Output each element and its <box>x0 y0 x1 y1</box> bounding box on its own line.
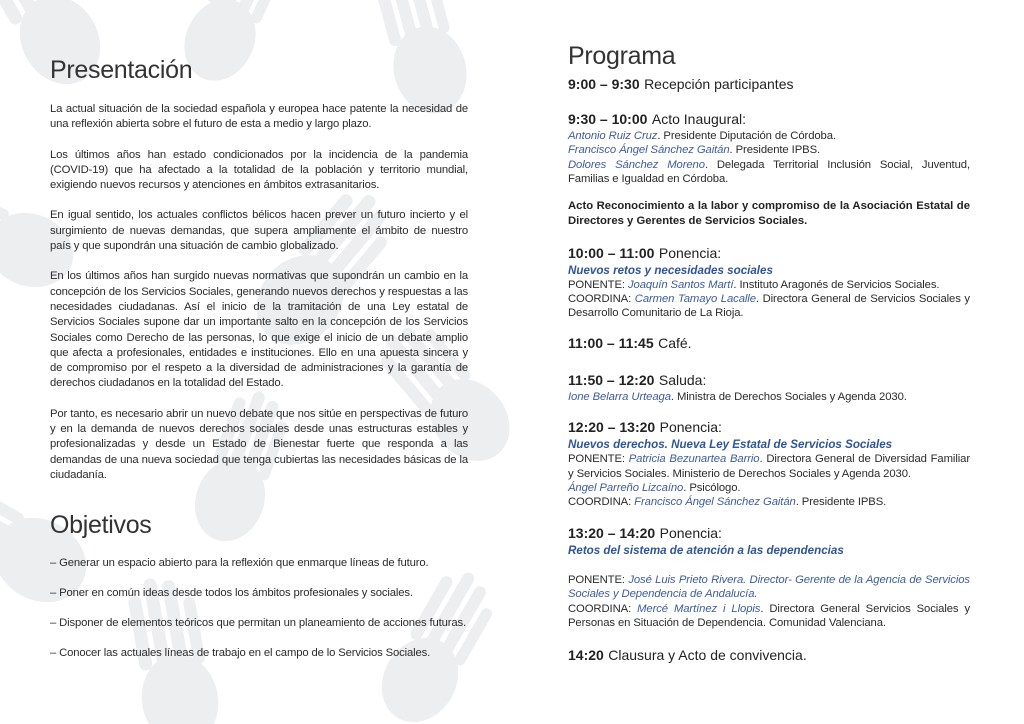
slot-time: 14:20 <box>568 646 604 663</box>
slot-time: 11:50 – 12:20 <box>568 371 655 388</box>
slot-ponencia-2 <box>568 418 970 437</box>
ponente-label: PONENTE: <box>568 278 628 291</box>
speaker-name: Antonio Ruiz Cruz <box>568 130 658 142</box>
speaker-line <box>568 481 970 495</box>
presentacion-paragraph-2: Los últimos años han estado condicionados por la incidencia de la pandemia (COVID-19) que ha afectado a la totalidad de la población y territorio mundial, exigiendo nuevos recursos y atenciones en ámbitos extrasanitarios. <box>50 148 468 192</box>
slot-saluda <box>568 371 970 390</box>
speaker-name: Ángel Parreño Lizcaíno <box>568 482 684 495</box>
speaker-line <box>568 390 970 404</box>
objetivos-title: Objetivos <box>50 511 152 540</box>
ponente-line <box>568 452 970 481</box>
slot-time: 9:00 – 9:30 <box>568 76 640 92</box>
speaker-role: . Directora General Servicios Sociales y Personas en Situación de Dependencia. Comunidad Valenciana. <box>568 602 970 630</box>
speaker-line <box>568 129 970 143</box>
ponencia-topic: Nuevos derechos. Nueva Ley Estatal de Servicios Sociales <box>568 438 893 452</box>
ponente-line <box>568 278 970 292</box>
presentacion-paragraph-3: En igual sentido, los actuales conflictos bélicos hacen prever un futuro incierto y el surgimiento de nuevas demandas, que supera ampliamente el ámbito de nuestro país y que supondrán una situación de cambio globalizado. <box>50 209 468 253</box>
slot-type: Saluda: <box>658 371 707 388</box>
ponente-line <box>568 573 970 602</box>
presentacion-paragraph-4: En los últimos años han surgido nuevas normativas que supondrán un cambio en la concepción de los Servicios Sociales, generando nuevos derechos y respuestas a las necesidades ciudadanas. Así el inicio de la tramitación de una Ley estatal de Servicios Sociales supone dar un importante salto en la concepción de los Servicios Sociales como Derecho de las personas, lo que exige el inicio de un debate amplio que afecta a profesionales, entidades e instituciones. Ello en una apuesta sincera y de compromiso por el respeto a la diversidad de administraciones y la garantía de derechos ciudadanos en la totalidad del Estado. <box>50 270 468 390</box>
slot-ponencia-1 <box>568 244 970 263</box>
presentacion-paragraph-1: La actual situación de la sociedad española y europea hace patente la necesidad de una reflexión abierta sobre el futuro de esta a medio y largo plazo. <box>50 103 468 131</box>
coordina-line <box>568 495 970 509</box>
objetivo-item: – Generar un espacio abierto para la reflexión que enmarque líneas de futuro. <box>50 557 429 570</box>
speaker-name: Mercé Martínez i Llopis <box>637 602 761 615</box>
coordina-label: COORDINA: <box>568 602 638 615</box>
ponencia-topic: Nuevos retos y necesidades sociales <box>568 263 773 277</box>
speaker-line <box>568 143 970 157</box>
speaker-name: Francisco Ángel Sánchez Gaitán <box>568 144 730 157</box>
slot-type: Ponencia: <box>659 419 722 436</box>
speaker-name: José Luis Prieto Rivera. Director- Gerente de la Agencia de Servicios Sociales y Dependencia de Andalucía. <box>568 573 970 601</box>
slot-clausura <box>568 646 970 665</box>
speaker-name: Francisco Ángel Sánchez Gaitán <box>634 496 796 509</box>
coordina-label: COORDINA: <box>568 293 635 306</box>
slot-time: 9:30 – 10:00 <box>568 111 648 127</box>
speaker-role: . Ministra de Derechos Sociales y Agenda 2030. <box>670 390 907 403</box>
objetivo-item: – Disponer de elementos teóricos que permitan un planeamiento de acciones futuras. <box>50 617 466 630</box>
slot-time: 11:00 – 11:45 <box>568 334 654 351</box>
slot-type: Café. <box>658 334 692 351</box>
ponencia-topic: Retos del sistema de atención a las dependencias <box>568 543 844 557</box>
programa-title: Programa <box>568 42 676 70</box>
slot-recepcion <box>568 75 970 94</box>
speaker-role: . Delegada Territorial Inclusión Social, Juventud, Familias e Igualdad en Córdoba. <box>568 158 970 186</box>
right-page <box>568 40 970 665</box>
speaker-role: . Psicólogo. <box>683 482 741 495</box>
presentacion-paragraph-5: Por tanto, es necesario abrir un nuevo debate que nos sitúe en perspectivas de futuro y en la demanda de nuevos derechos sociales desde unas estructuras estables y profesionalizadas y desde un Estado de Bienestar fuerte que responda a las demandas de una nueva sociedad que tenga cubiertas las necesidades básicas de la ciudadanía. <box>50 407 468 481</box>
slot-time: 10:00 – 11:00 <box>568 244 655 261</box>
slot-type: Ponencia: <box>659 524 722 541</box>
speaker-name: Patricia Bezunartea Barrio <box>628 453 760 466</box>
slot-type: Acto Inaugural: <box>651 111 747 127</box>
coordina-line <box>568 602 970 631</box>
speaker-name: Dolores Sánchez Moreno <box>568 158 705 171</box>
coordina-line <box>568 292 970 321</box>
speaker-role: . Directora General de Servicios Sociales y Desarrollo Comunitario de La Rioja. <box>568 293 970 320</box>
slot-type: Recepción participantes <box>644 76 794 92</box>
speaker-line <box>568 158 970 187</box>
slot-acto-inaugural <box>568 110 970 129</box>
slot-cafe <box>568 334 970 353</box>
speaker-role: . Instituto Aragonés de Servicios Sociales. <box>733 278 940 291</box>
speaker-name: Ione Belarra Urteaga <box>568 390 671 403</box>
slot-time: 12:20 – 13:20 <box>568 419 656 436</box>
speaker-role: . Presidente IPBS. <box>795 496 887 509</box>
ponente-label: PONENTE: <box>568 453 629 466</box>
objetivo-item: – Conocer las actuales líneas de trabajo en el campo de lo Servicios Sociales. <box>50 647 431 660</box>
speaker-name: Carmen Tamayo Lacalle <box>634 293 756 306</box>
slot-type: Ponencia: <box>658 244 722 261</box>
objetivo-item: – Poner en común ideas desde todos los ámbitos profesionales y sociales. <box>50 587 413 600</box>
coordina-label: COORDINA: <box>568 496 635 509</box>
acto-reconocimiento: Acto Reconocimiento a la labor y compromiso de la Asociación Estatal de Directores y Gerentes de Servicios Sociales. <box>568 199 970 227</box>
slot-time: 13:20 – 14:20 <box>568 524 656 541</box>
left-page <box>50 56 468 661</box>
speaker-role: . Presidente Diputación de Córdoba. <box>657 130 836 142</box>
slot-type: Clausura y Acto de convivencia. <box>608 646 807 663</box>
speaker-role: . Presidente IPBS. <box>729 144 821 157</box>
speaker-role: . Directora General de Diversidad Familiar y Servicios Sociales. Ministerio de Derechos Sociales y Agenda 2030. <box>568 453 970 480</box>
presentacion-title: Presentación <box>50 56 193 84</box>
slot-ponencia-3 <box>568 524 970 543</box>
speaker-name: Joaquín Santos Martí <box>628 278 734 291</box>
ponente-label: PONENTE: <box>568 573 629 586</box>
